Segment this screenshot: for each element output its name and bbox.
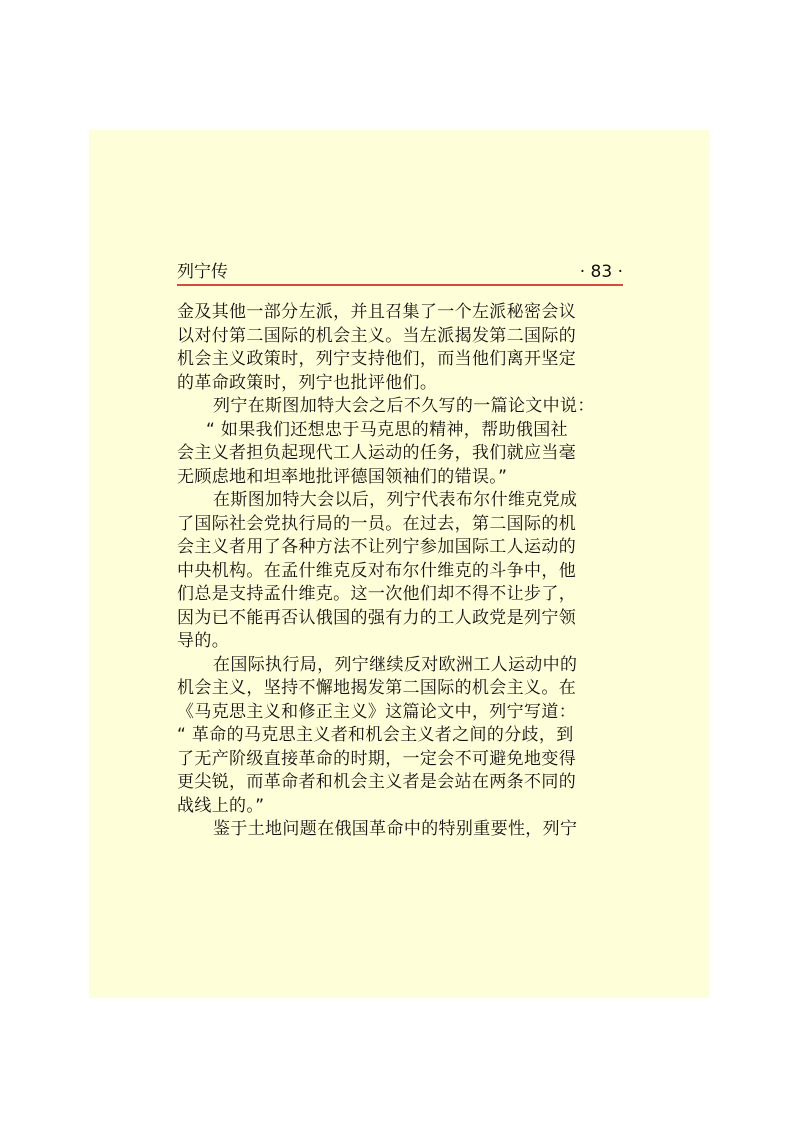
book-title: 列宁传 [177,262,228,282]
text-line: 了无产阶级直接革命的时期，一定会不可避免地变得 [177,748,577,769]
text-line: 们总是支持孟什维克。这一次他们却不得不让步了， [177,584,577,604]
text-line: 《马克思主义和修正主义》这篇论文中，列宁写道： [177,701,577,722]
running-header [177,261,623,285]
text-line: 更尖锐，而革命者和机会主义者是会站在两条不同的 [177,772,577,792]
paragraph-start-line: 在斯图加特大会以后，列宁代表布尔什维克党成 [213,490,578,510]
paragraph-start-line: 鉴于土地问题在俄国革命中的特别重要性，列宁 [213,819,578,839]
text-line: 以对付第二国际的机会主义。当左派揭发第二国际的 [177,325,577,346]
header-rule [177,284,623,286]
body-text [177,301,623,842]
text-line: 无顾虑地和坦率地批评德国领袖们的错误。” [177,466,508,487]
paragraph-start-line: 在国际执行局，列宁继续反对欧洲工人运动中的 [213,654,578,675]
quote-line: “ 革命的马克思主义者和机会主义者之间的分歧，到 [177,725,574,745]
text-line: 战线上的。” [177,795,265,816]
text-line: 金及其他一部分左派，并且召集了一个左派秘密会议 [177,302,577,322]
text-line: 导的。 [177,631,230,651]
text-line: 因为已不能再否认俄国的强有力的工人政党是列宁领 [177,607,577,628]
text-line: 了国际社会党执行局的一员。在过去，第二国际的机 [177,513,577,534]
quote-line: “ 如果我们还想忠于马克思的精神，帮助俄国社 [206,419,568,440]
paragraph-start-line: 列宁在斯图加特大会之后不久写的一篇论文中说： [213,396,595,416]
text-line: 机会主义政策时，列宁支持他们，而当他们离开坚定 [177,349,577,369]
text-line: 会主义者担负起现代工人运动的任务，我们就应当毫 [177,443,577,463]
page-number: · 83 · [579,262,623,282]
text-line: 会主义者用了各种方法不让列宁参加国际工人运动的 [177,537,577,557]
text-line: 的革命政策时，列宁也批评他们。 [177,372,438,393]
text-line: 机会主义，坚持不懈地揭发第二国际的机会主义。在 [177,678,577,698]
text-line: 中央机构。在孟什维克反对布尔什维克的斗争中，他 [177,560,577,581]
